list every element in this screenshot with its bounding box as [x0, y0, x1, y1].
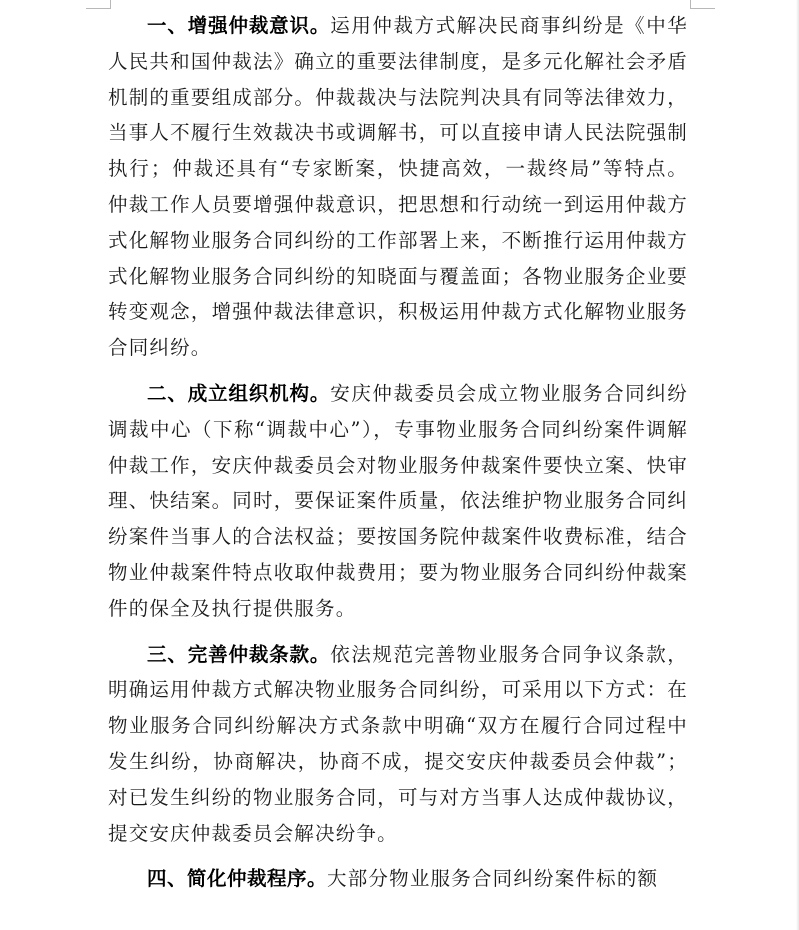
paragraph-improve-arbitration-clauses	[108, 637, 688, 852]
paragraph-simplify-arbitration-procedure	[108, 861, 688, 897]
paragraph-heading: 一、增强仲裁意识。	[147, 14, 331, 37]
paragraph-strengthen-arbitration-awareness	[108, 8, 688, 366]
paragraph-heading: 四、简化仲裁程序。	[147, 867, 328, 891]
paragraph-text: 安庆仲裁委员会成立物业服务合同纠纷调裁中心（下称“调裁中心”），专事物业服务合同纠纷案件调解仲裁工作，安庆仲裁委员会对物业服务仲裁案件要快立案、快审理、快结案。同时，要保证案件质量，依法维护物业服务合同纠纷案件当事人的合法权益；要按国务院仲裁案件收费标准，结合物业仲裁案件特点收取仲裁费用；要为物业服务合同纠纷仲裁案件的保全及执行提供服务。	[108, 381, 688, 620]
paragraph-heading: 三、完善仲裁条款。	[147, 642, 331, 666]
paragraph-establish-organization	[108, 376, 688, 627]
paragraph-text: 运用仲裁方式解决民商事纠纷是《中华人民共和国仲裁法》确立的重要法律制度，是多元化解社会矛盾机制的重要组成部分。仲裁裁决与法院判决具有同等法律效力，当事人不履行生效裁决书或调解书，可以直接申请人民法院强制执行；仲裁还具有“专家断案，快捷高效，一裁终局”等特点。仲裁工作人员要增强仲裁意识，把思想和行动统一到运用仲裁方式化解物业服务合同纠纷的工作部署上来，不断推行运用仲裁方式化解物业服务合同纠纷的知晓面与覆盖面；各物业服务企业要转变观念，增强仲裁法律意识，积极运用仲裁方式化解物业服务合同纠纷。	[108, 14, 688, 360]
paragraph-heading: 二、成立组织机构。	[147, 381, 331, 405]
paragraph-text: 大部分物业服务合同纠纷案件标的额	[327, 867, 659, 891]
paragraph-text: 依法规范完善物业服务合同争议条款，明确运用仲裁方式解决物业服务合同纠纷，可采用以下方式：在物业服务合同纠纷解决方式条款中明确“双方在履行合同过程中发生纠纷，协商解决，协商不成，提交安庆仲裁委员会仲裁”；对已发生纠纷的物业服务合同，可与对方当事人达成仲裁协议，提交安庆仲裁委员会解决纷争。	[108, 642, 688, 845]
document-body[interactable]	[108, 8, 688, 907]
margin-corner-mark-right	[690, 0, 715, 9]
